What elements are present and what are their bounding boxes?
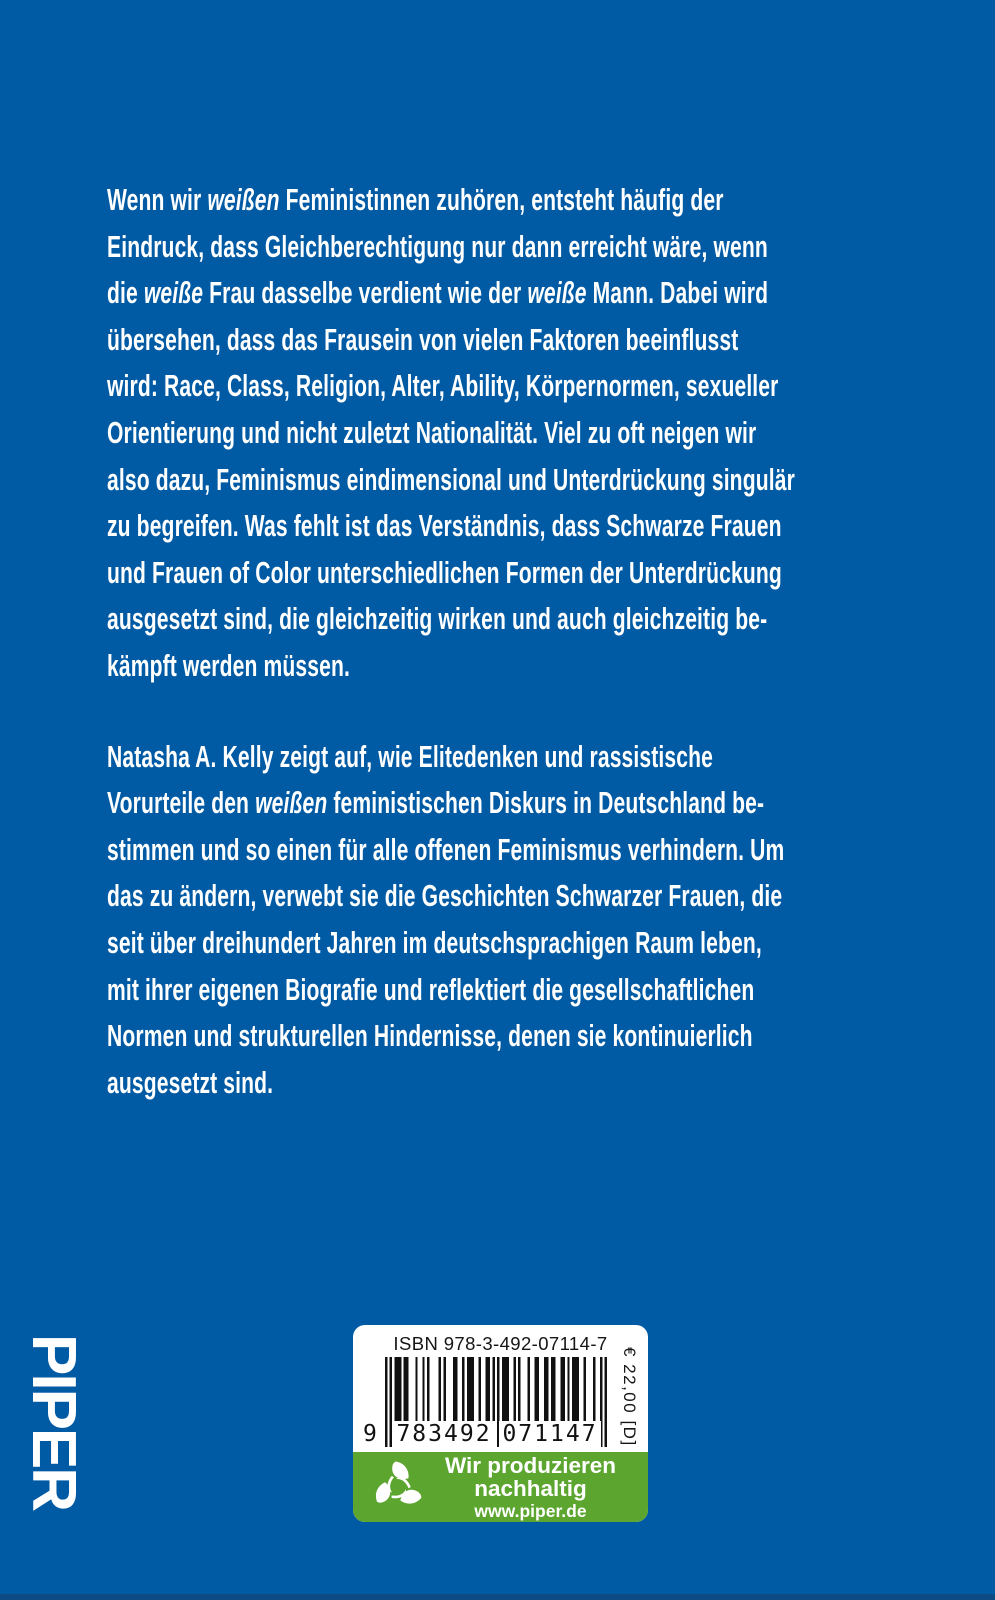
- blurb-line: stimmen und so einen für alle offenen Feminismus verhindern. Um: [107, 831, 785, 867]
- barcode-panel: [353, 1325, 648, 1452]
- ean-barcode: [363, 1357, 611, 1453]
- barcode-digits: [363, 1421, 611, 1451]
- blurb-line: übersehen, dass das Frausein von vielen Faktoren beeinflusst: [107, 321, 739, 357]
- blurb-line: das zu ändern, verwebt sie die Geschichten Schwarzer Frauen, die: [107, 878, 783, 914]
- blurb-line: Orientierung und nicht zuletzt Nationalität. Viel zu oft neigen wir: [107, 414, 757, 450]
- price-text: € 22,00 [D]: [620, 1347, 639, 1447]
- eco-text: [427, 1454, 634, 1521]
- blurb-line: ausgesetzt sind, die gleichzeitig wirken und auch gleichzeitig be-: [107, 601, 768, 637]
- blurb-line: seit über dreihundert Jahren im deutschsprachigen Raum leben,: [107, 924, 762, 960]
- barcode-digit-lead: 9: [363, 1421, 377, 1447]
- recycling-leaves-icon: [369, 1458, 427, 1516]
- isbn-label: [353, 1325, 648, 1522]
- publisher-logo: PIPER: [19, 1334, 88, 1511]
- blurb-paragraph: [107, 177, 916, 690]
- blurb-line: wird: Race, Class, Religion, Alter, Ability, Körpernormen, sexueller: [107, 368, 779, 404]
- barcode-digit-group-right: 071147: [499, 1421, 601, 1447]
- cover-bottom-edge: [0, 1594, 995, 1600]
- blurb-line: Vorurteile den weißen feministischen Diskurs in Deutschland be-: [107, 785, 765, 821]
- blurb-line: und Frauen of Color unterschiedlichen Formen der Unterdrückung: [107, 554, 782, 590]
- blurb-line: die weiße Frau dasselbe verdient wie der weiße Mann. Dabei wird: [107, 275, 769, 311]
- eco-url: www.piper.de: [474, 1501, 587, 1522]
- blurb-paragraph: [107, 734, 916, 1107]
- blurb-line: Wenn wir weißen Feministinnen zuhören, entsteht häufig der: [107, 182, 724, 217]
- blurb: [107, 177, 916, 1106]
- eco-badge: [353, 1452, 648, 1522]
- blurb-line: ausgesetzt sind.: [107, 1064, 274, 1100]
- blurb-line: Natasha A. Kelly zeigt auf, wie Elitedenken und rassistische: [107, 738, 714, 774]
- eco-line1: Wir produzieren: [444, 1452, 617, 1478]
- blurb-line: zu begreifen. Was fehlt ist das Verständnis, dass Schwarze Frauen: [107, 508, 782, 544]
- barcode-digit-group-left: 783492: [393, 1421, 495, 1447]
- eco-line2: nachhaltig: [474, 1475, 587, 1501]
- blurb-line: Eindruck, dass Gleichberechtigung nur dann erreicht wäre, wenn: [107, 228, 768, 264]
- blurb-line: kämpft werden müssen.: [107, 647, 351, 683]
- blurb-line: Normen und strukturellen Hindernisse, denen sie kontinuierlich: [107, 1018, 753, 1054]
- blurb-line: mit ihrer eigenen Biografie und reflektiert die gesellschaftlichen: [107, 971, 755, 1007]
- blurb-line: also dazu, Feminismus eindimensional und Unterdrückung singulär: [107, 461, 795, 497]
- isbn-text: ISBN 978-3-492-07114-7: [393, 1333, 608, 1354]
